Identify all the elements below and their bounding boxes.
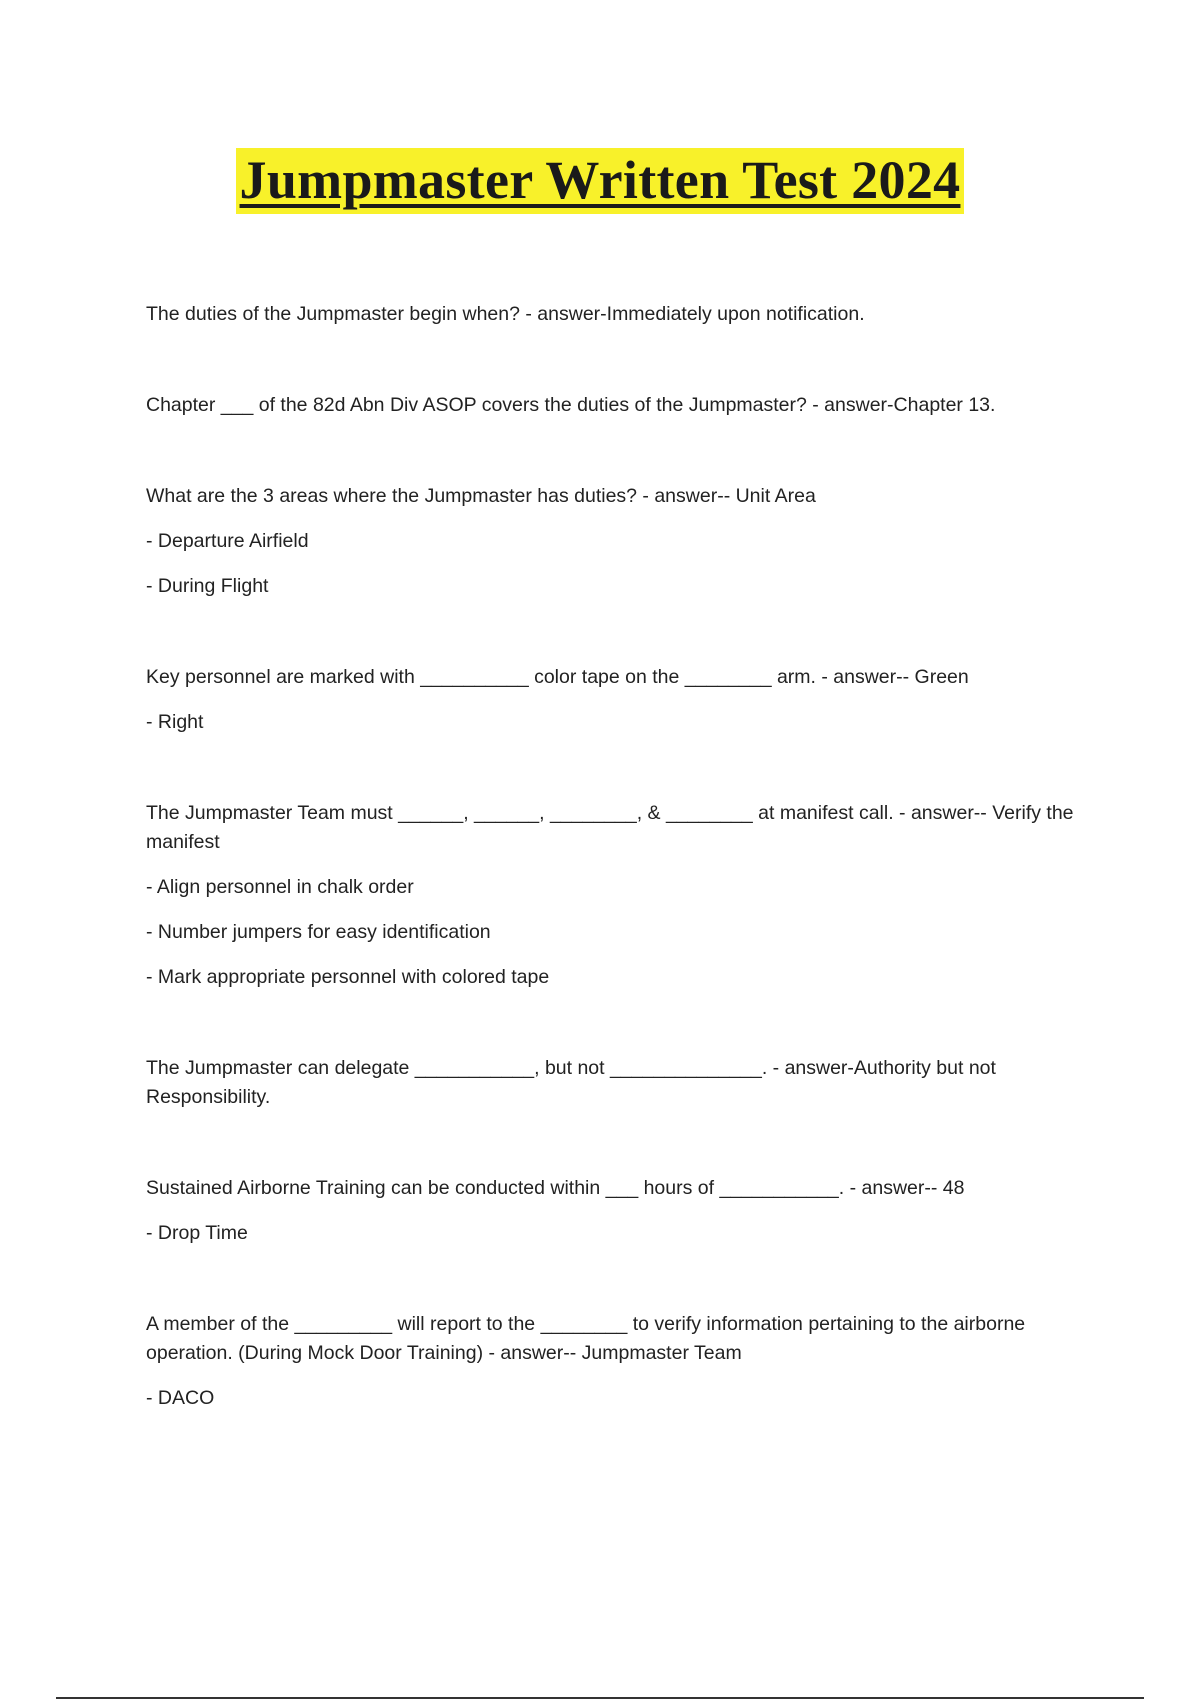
page-bottom-divider	[56, 1697, 1144, 1699]
question-text: The Jumpmaster Team must ______, ______, ________, & ________ at manifest call. - answer-- Verify the manifest	[146, 802, 1074, 853]
answer-sub-item: - During Flight	[146, 575, 269, 597]
answer-sub-item: - Departure Airfield	[146, 530, 309, 552]
question-text: The duties of the Jumpmaster begin when? - answer-Immediately upon notification.	[146, 303, 865, 325]
title-container	[0, 148, 1200, 214]
qa-item	[146, 391, 1076, 420]
question-text: What are the 3 areas where the Jumpmaster has duties? - answer-- Unit Area	[146, 485, 816, 507]
qa-item	[146, 300, 1076, 329]
qa-item	[146, 799, 1076, 992]
qa-item	[146, 1174, 1076, 1248]
question-text: Chapter ___ of the 82d Abn Div ASOP covers the duties of the Jumpmaster? - answer-Chapter 13.	[146, 394, 996, 416]
qa-item	[146, 1054, 1076, 1112]
answer-sub-item: - Align personnel in chalk order	[146, 876, 414, 898]
qa-list	[146, 300, 1076, 1475]
qa-item	[146, 1310, 1076, 1413]
answer-sub-item: - Drop Time	[146, 1222, 248, 1244]
question-text: Key personnel are marked with __________ color tape on the ________ arm. - answer-- Green	[146, 666, 969, 688]
answer-sub-item: - Mark appropriate personnel with colored tape	[146, 966, 550, 988]
qa-item	[146, 663, 1076, 737]
question-text: Sustained Airborne Training can be conducted within ___ hours of ___________. - answer-- 48	[146, 1177, 965, 1199]
answer-sub-item: - Number jumpers for easy identification	[146, 921, 491, 943]
question-text: A member of the _________ will report to the ________ to verify information pertaining to the airborne operation. (During Mock Door Training) - answer-- Jumpmaster Team	[146, 1313, 1026, 1364]
answer-sub-item: - Right	[146, 711, 204, 733]
qa-item	[146, 482, 1076, 601]
document-title: Jumpmaster Written Test 2024	[236, 148, 965, 214]
question-text: The Jumpmaster can delegate ___________, but not ______________. - answer-Authority but not Responsibility.	[146, 1057, 996, 1108]
answer-sub-item: - DACO	[146, 1387, 215, 1409]
